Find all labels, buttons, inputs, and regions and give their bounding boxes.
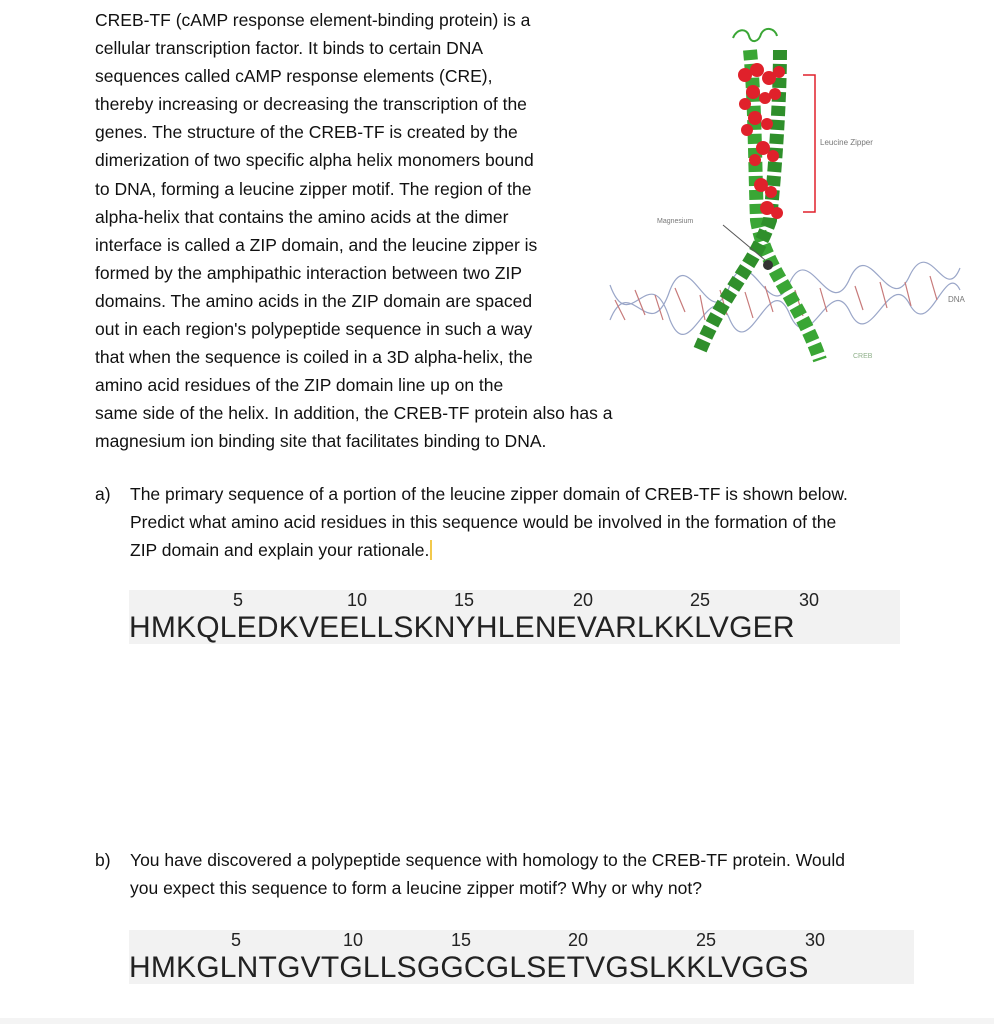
intro-line: domains. The amino acids in the ZIP domain are spaced [95,290,533,311]
intro-line: cellular transcription factor. It binds to certain DNA [95,38,484,59]
intro-line: sequences called cAMP response elements (CRE), [95,66,493,87]
question-b-text [130,846,940,902]
position-number: 5 [233,590,244,610]
intro-line: magnesium ion binding site that facilitates binding to DNA. [95,431,547,452]
position-number: 30 [805,930,826,950]
question-b-line: you expect this sequence to form a leucine zipper motif? Why or why not? [130,878,702,898]
sequence-b-box [129,930,914,984]
position-number: 5 [231,930,242,950]
position-number: 20 [573,590,594,610]
dna-label: DNA [948,295,965,304]
question-a-text [130,480,940,564]
intro-line: formed by the amphipathic interaction between two ZIP [95,262,523,283]
position-number: 10 [343,930,364,950]
sequence-b: HMKGLNTGVTGLLSGGCGLSETVGSLKKLVGGS [129,951,809,984]
intro-line: genes. The structure of the CREB-TF is created by the [95,122,518,143]
text-cursor [430,540,432,560]
sequence-b-numbers [129,930,914,952]
position-number: 20 [568,930,589,950]
leucine-zipper-label: Leucine Zipper [820,138,873,147]
intro-line: alpha-helix that contains the amino acids at the dimer [95,206,509,227]
intro-line: amino acid residues of the ZIP domain line up on the [95,375,504,396]
intro-paragraph [95,6,675,456]
intro-line: that when the sequence is coiled in a 3D alpha-helix, the [95,347,533,368]
intro-line: thereby increasing or decreasing the transcription of the [95,94,527,115]
question-a-label: a) [95,484,111,504]
question-a-line [130,536,940,564]
creb-structure-figure [605,20,975,380]
position-number: 10 [347,590,368,610]
position-number: 25 [690,590,711,610]
creb-label: CREB [853,353,873,360]
leucine-zipper-bracket [803,75,815,212]
page-bottom-edge [0,1018,994,1024]
question-b-label: b) [95,850,111,870]
question-a-line: Predict what amino acid residues in this sequence would be involved in the formation of the [130,512,837,532]
question-b-line: You have discovered a polypeptide sequence with homology to the CREB-TF protein. Would [130,850,846,870]
position-number: 15 [454,590,475,610]
intro-line: same side of the helix. In addition, the CREB-TF protein also has a [95,403,613,424]
question-a-line-text: ZIP domain and explain your rationale. [130,540,430,560]
sequence-a-numbers [129,590,900,612]
intro-line: interface is called a ZIP domain, and the leucine zipper is [95,234,538,255]
intro-line: dimerization of two specific alpha helix monomers bound [95,150,534,171]
sequence-a-box [129,590,900,644]
intro-line: to DNA, forming a leucine zipper motif. The region of the [95,178,532,199]
magnesium-label: Magnesium [657,218,694,225]
question-a-line: The primary sequence of a portion of the leucine zipper domain of CREB-TF is shown below. [130,484,848,504]
sequence-a: HMKQLEDKVEELLSKNYHLENEVARLKKLVGER [129,611,795,644]
position-number: 15 [451,930,472,950]
intro-line: out in each region's polypeptide sequence in such a way [95,319,533,340]
position-number: 30 [799,590,820,610]
helix-top-turn [733,29,777,41]
position-number: 25 [696,930,717,950]
magnesium-ion [763,260,773,270]
intro-line: CREB-TF (cAMP response element-binding protein) is a [95,10,531,30]
